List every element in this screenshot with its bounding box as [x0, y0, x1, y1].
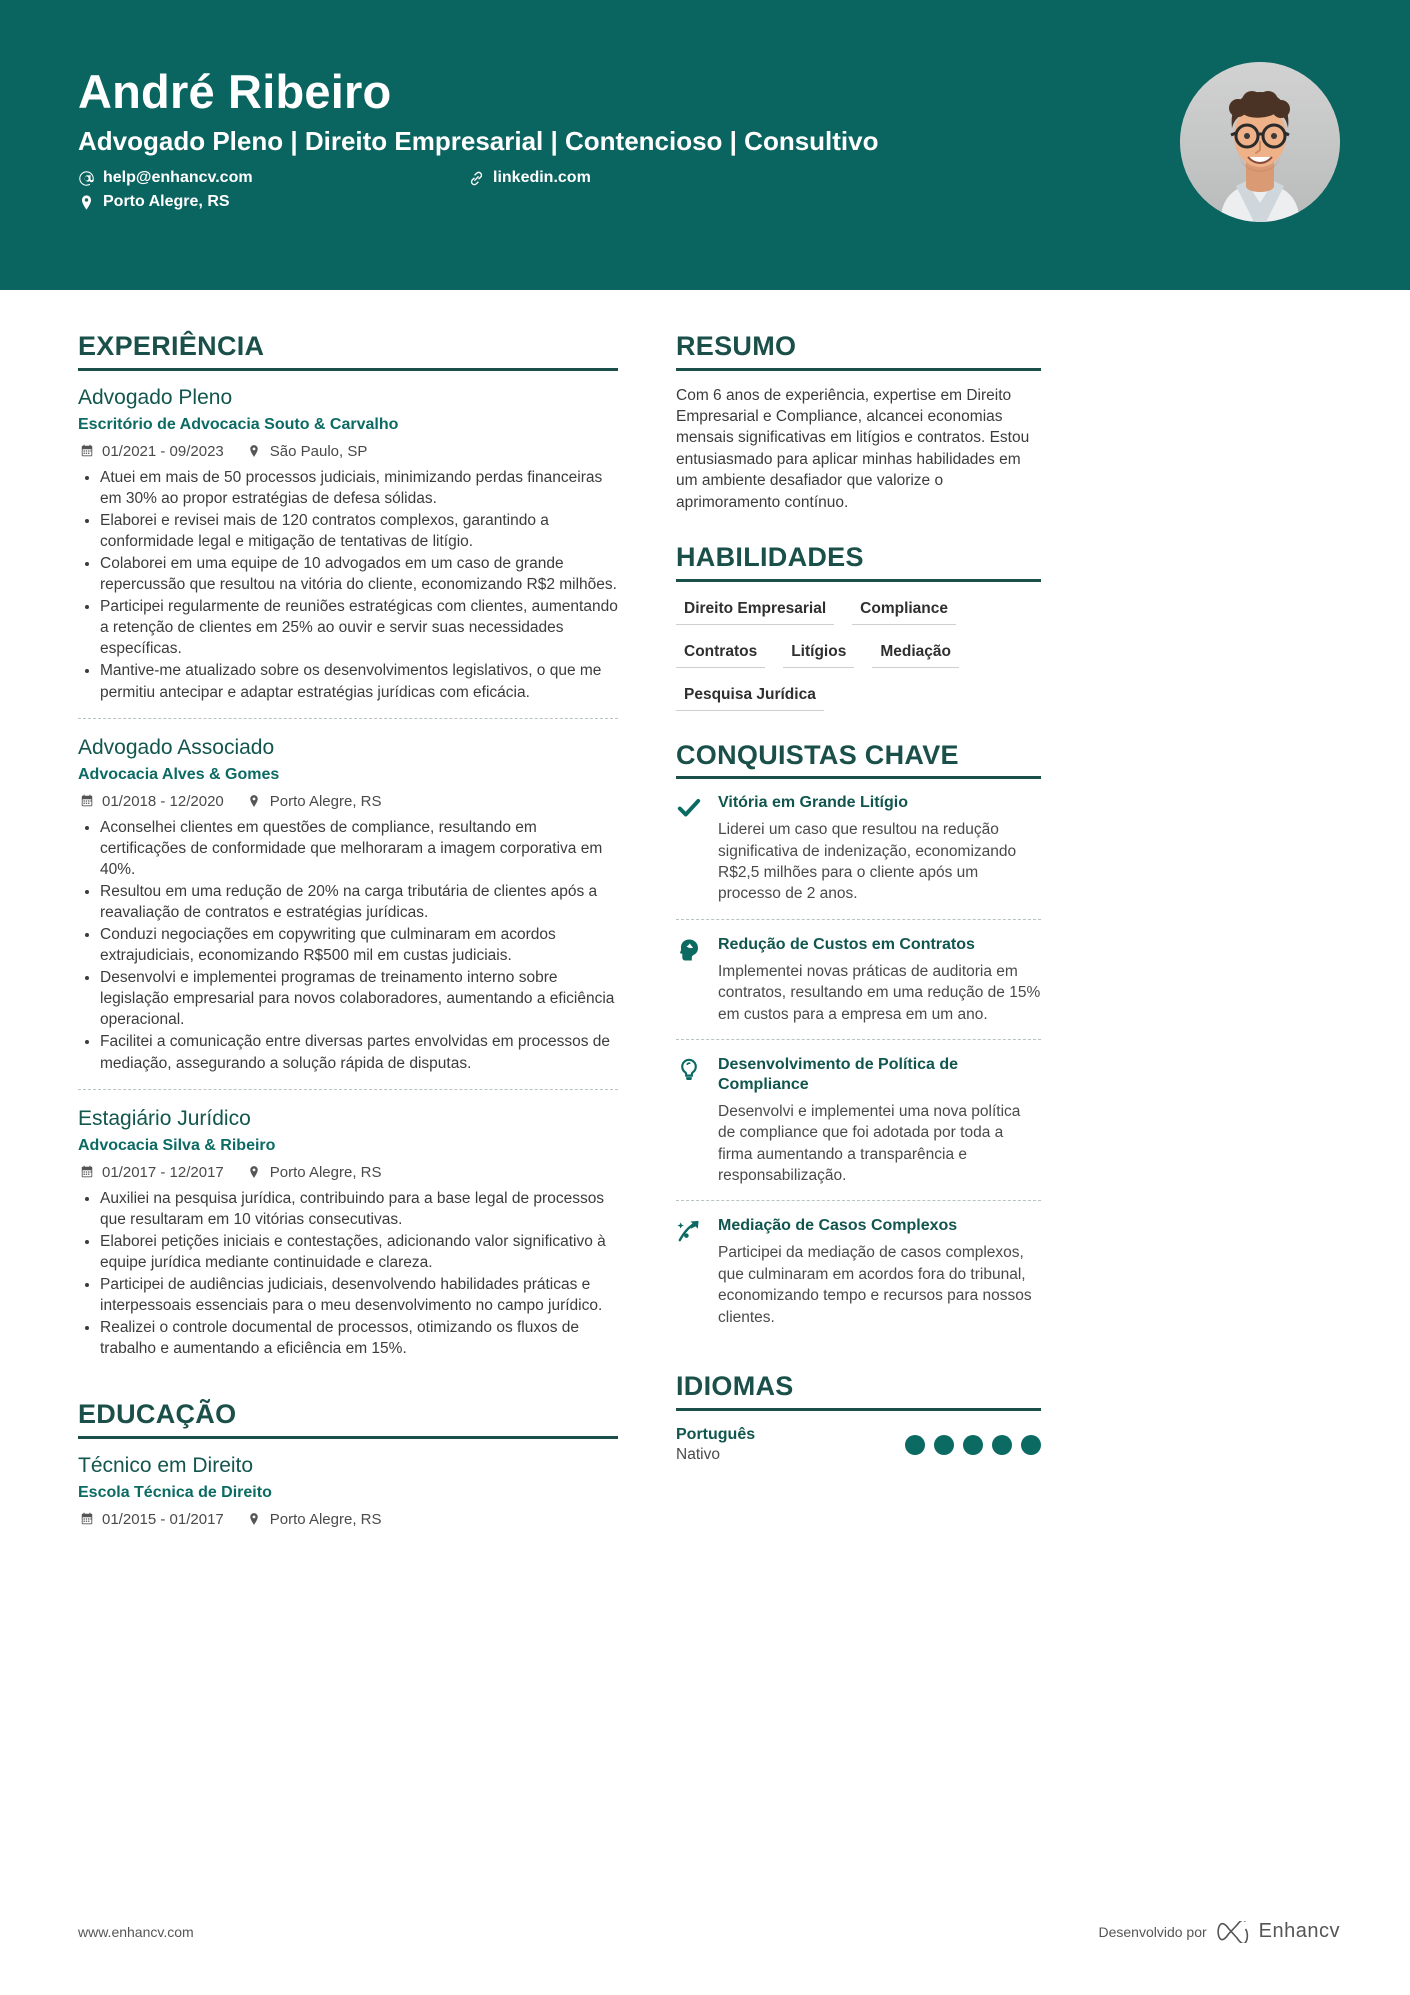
- contact-location: [78, 193, 468, 211]
- location-pin-icon: [246, 1164, 263, 1181]
- contact-info: [78, 169, 879, 211]
- school-name: Escola Técnica de Direito: [78, 1484, 272, 1502]
- section-title-skills: HABILIDADES: [676, 541, 864, 572]
- calendar-icon: [78, 443, 95, 460]
- resume-header: [0, 0, 1410, 290]
- entry-meta: [78, 1164, 618, 1181]
- footer-branding: [1098, 1920, 1340, 1943]
- entry-location: [246, 1511, 382, 1528]
- contact-linkedin[interactable]: [468, 169, 591, 187]
- responsibility-list: [78, 817, 618, 1074]
- date-range: [78, 793, 224, 810]
- responsibility-list: [78, 1188, 618, 1360]
- achievement-text: Desenvolvi e implementei uma nova política de compliance que foi adotada por toda a firma aumentando a transparência e responsabilização.: [718, 1102, 1021, 1185]
- footer-powered-by-label: Desenvolvido por: [1098, 1923, 1207, 1940]
- achievement-item: [676, 1039, 1041, 1201]
- email-icon: [78, 170, 95, 187]
- experience-entry: [78, 718, 618, 1089]
- checkmark-icon: [676, 793, 704, 905]
- achievement-title: Vitória em Grande Litígio: [718, 794, 908, 812]
- entry-meta: [78, 443, 618, 460]
- calendar-icon: [78, 1164, 95, 1181]
- date-range: [78, 443, 224, 460]
- entry-location-text: Porto Alegre, RS: [269, 1510, 382, 1528]
- list-item: Elaborei petições iniciais e contestações, adicionando valor significativo à equipe jurídica mediante continuidade e clareza.: [78, 1231, 618, 1273]
- contact-location-text: Porto Alegre, RS: [103, 193, 230, 211]
- contact-linkedin-text: linkedin.com: [493, 169, 591, 187]
- date-range: [78, 1511, 224, 1528]
- responsibility-list: [78, 467, 618, 703]
- entry-location-text: Porto Alegre, RS: [269, 792, 382, 810]
- list-item: Resultou em uma redução de 20% na carga tributária de clientes após a reavaliação de contratos e estratégias jurídicas.: [78, 881, 618, 923]
- list-item: Conduzi negociações em copywriting que culminaram em acordos extrajudiciais, economizando R$500 mil em custas judiciais.: [78, 924, 618, 966]
- achievement-text: Participei da mediação de casos complexos, que culminaram em acordos fora do tribunal, economizando tempo e recursos para nossos clientes.: [718, 1244, 1032, 1326]
- location-pin-icon: [78, 194, 95, 211]
- sidebar-column: [676, 332, 1041, 1553]
- date-range-text: 01/2021 - 09/2023: [102, 442, 224, 460]
- enhancv-logo: [1217, 1920, 1340, 1943]
- experience-entry: [78, 1089, 618, 1375]
- achievement-title: Mediação de Casos Complexos: [718, 1217, 958, 1235]
- skills-list: [676, 596, 1041, 725]
- section-title-experience: EXPERIÊNCIA: [78, 331, 265, 361]
- skill-chip[interactable]: Mediação: [872, 639, 959, 668]
- location-pin-icon: [246, 793, 263, 810]
- skill-chip[interactable]: Pesquisa Jurídica: [676, 682, 824, 711]
- section-skills: [676, 543, 1041, 725]
- footer-website-link[interactable]: www.enhancv.com: [78, 1923, 194, 1940]
- list-item: Facilitei a comunicação entre diversas partes envolvidas em processos de mediação, assegurando a solução rápida de disputas.: [78, 1031, 618, 1073]
- page-title: André Ribeiro: [78, 65, 392, 118]
- list-item: Colaborei em uma equipe de 10 advogados em um caso de grande repercussão que resultou na vitória do cliente, economizando R$2 milhões.: [78, 553, 618, 595]
- contact-email[interactable]: [78, 169, 468, 187]
- job-title: Advogado Associado: [78, 735, 275, 759]
- section-languages: [676, 1372, 1041, 1465]
- proficiency-dot: [934, 1435, 954, 1455]
- entry-location: [246, 443, 368, 460]
- date-range-text: 01/2018 - 12/2020: [102, 792, 224, 810]
- skill-chip[interactable]: Direito Empresarial: [676, 596, 834, 625]
- section-summary: [676, 332, 1041, 513]
- proficiency-dot: [963, 1435, 983, 1455]
- link-icon: [468, 170, 485, 187]
- list-item: Participei de audiências judiciais, desenvolvendo habilidades práticas e interpessoais essenciais para o meu desenvolvimento no campo jurídico.: [78, 1274, 618, 1316]
- list-item: Auxiliei na pesquisa jurídica, contribuindo para a base legal de processos que resultaram em 10 vitórias consecutivas.: [78, 1188, 618, 1230]
- section-experience: [78, 332, 618, 1374]
- proficiency-dot: [1021, 1435, 1041, 1455]
- list-item: Elaborei e revisei mais de 120 contratos complexos, garantindo a conformidade legal e mitigação de tentativas de litígio.: [78, 510, 618, 552]
- list-item: Desenvolvi e implementei programas de treinamento interno sobre legislação empresarial para novos colaboradores, aumentando a eficiência operacional.: [78, 967, 618, 1030]
- job-title: Advogado Pleno: [78, 385, 233, 409]
- achievement-text: Implementei novas práticas de auditoria em contratos, resultando em uma redução de 15% em custos para a empresa em um ano.: [718, 962, 1041, 1023]
- professional-headline: Advogado Pleno | Direito Empresarial | Contencioso | Consultivo: [78, 125, 879, 156]
- company-name: Escritório de Advocacia Souto & Carvalho: [78, 415, 399, 433]
- education-entry: [78, 1453, 618, 1549]
- language-proficiency-dots: [905, 1435, 1041, 1455]
- proficiency-dot: [992, 1435, 1012, 1455]
- proficiency-dot: [905, 1435, 925, 1455]
- lightbulb-icon: [676, 1055, 704, 1187]
- achievement-text: Liderei um caso que resultou na redução significativa de indenização, economizando R$2,5 milhões para o cliente após um processo de 2 anos.: [718, 821, 1017, 903]
- language-labels: [676, 1425, 755, 1465]
- entry-location: [246, 793, 382, 810]
- company-name: Advocacia Alves & Gomes: [78, 765, 280, 783]
- list-item: Atuei em mais de 50 processos judiciais, minimizando perdas financeiras em 30% ao propor estratégias de defesa sólidas.: [78, 467, 618, 509]
- calendar-icon: [78, 793, 95, 810]
- list-item: Participei regularmente de reuniões estratégicas com clientes, aumentando a retenção de clientes em 25% ao ouvir e servir suas necessidades específicas.: [78, 596, 618, 659]
- skill-chip[interactable]: Contratos: [676, 639, 765, 668]
- language-level: Nativo: [676, 1445, 720, 1463]
- section-title-summary: RESUMO: [676, 331, 797, 361]
- entry-location-text: São Paulo, SP: [269, 442, 368, 460]
- language-name: Português: [676, 1425, 756, 1443]
- entry-meta: [78, 1511, 618, 1528]
- section-achievements: [676, 741, 1041, 1342]
- contact-email-text: help@enhancv.com: [103, 169, 253, 187]
- head-profile-icon: [676, 935, 704, 1025]
- entry-meta: [78, 793, 618, 810]
- date-range: [78, 1164, 224, 1181]
- section-education: [78, 1400, 618, 1549]
- achievement-title: Redução de Custos em Contratos: [718, 935, 975, 953]
- experience-entry: [78, 385, 618, 718]
- growth-arrow-icon: [676, 1216, 704, 1328]
- main-column: [78, 332, 618, 1553]
- achievement-item: [676, 793, 1041, 919]
- enhancv-mark-icon: [1217, 1921, 1251, 1943]
- achievement-title: Desenvolvimento de Política de Compliance: [718, 1055, 959, 1093]
- list-item: Realizei o controle documental de processos, otimizando os fluxos de trabalho e aumentando a eficiência em 15%.: [78, 1317, 618, 1359]
- entry-location: [246, 1164, 382, 1181]
- location-pin-icon: [246, 443, 263, 460]
- list-item: Mantive-me atualizado sobre os desenvolvimentos legislativos, o que me permitiu antecipar e adaptar estratégias jurídicas com eficácia.: [78, 660, 618, 702]
- profile-photo-illustration: [1180, 62, 1340, 222]
- company-name: Advocacia Silva & Ribeiro: [78, 1136, 276, 1154]
- calendar-icon: [78, 1511, 95, 1528]
- summary-text: Com 6 anos de experiência, expertise em Direito Empresarial e Compliance, alcancei economias mensais significativas em litígios e contratos. Estou entusiasmado para aplicar minhas habilidades em um ambiente desafiador que valorize o aprimoramento contínuo.: [676, 386, 1030, 511]
- achievement-item: [676, 919, 1041, 1039]
- skill-chip[interactable]: Litígios: [783, 639, 854, 668]
- header-text-block: [78, 58, 879, 211]
- avatar: [1180, 62, 1340, 222]
- location-pin-icon: [246, 1511, 263, 1528]
- skill-chip[interactable]: Compliance: [852, 596, 956, 625]
- list-item: Aconselhei clientes em questões de compliance, resultando em certificações de conformidade que melhoraram a imagem corporativa em 40%.: [78, 817, 618, 880]
- language-item: [676, 1425, 1041, 1465]
- entry-location-text: Porto Alegre, RS: [269, 1163, 382, 1181]
- section-title-languages: IDIOMAS: [676, 1370, 794, 1401]
- section-title-education: EDUCAÇÃO: [78, 1399, 237, 1430]
- degree-title: Técnico em Direito: [78, 1453, 254, 1477]
- date-range-text: 01/2015 - 01/2017: [102, 1510, 224, 1528]
- page-footer: [0, 1920, 1410, 1943]
- achievement-item: [676, 1200, 1041, 1342]
- section-title-achievements: CONQUISTAS CHAVE: [676, 739, 959, 770]
- date-range-text: 01/2017 - 12/2017: [102, 1163, 224, 1181]
- enhancv-brand-text: Enhancv: [1258, 1920, 1340, 1942]
- job-title: Estagiário Jurídico: [78, 1106, 251, 1130]
